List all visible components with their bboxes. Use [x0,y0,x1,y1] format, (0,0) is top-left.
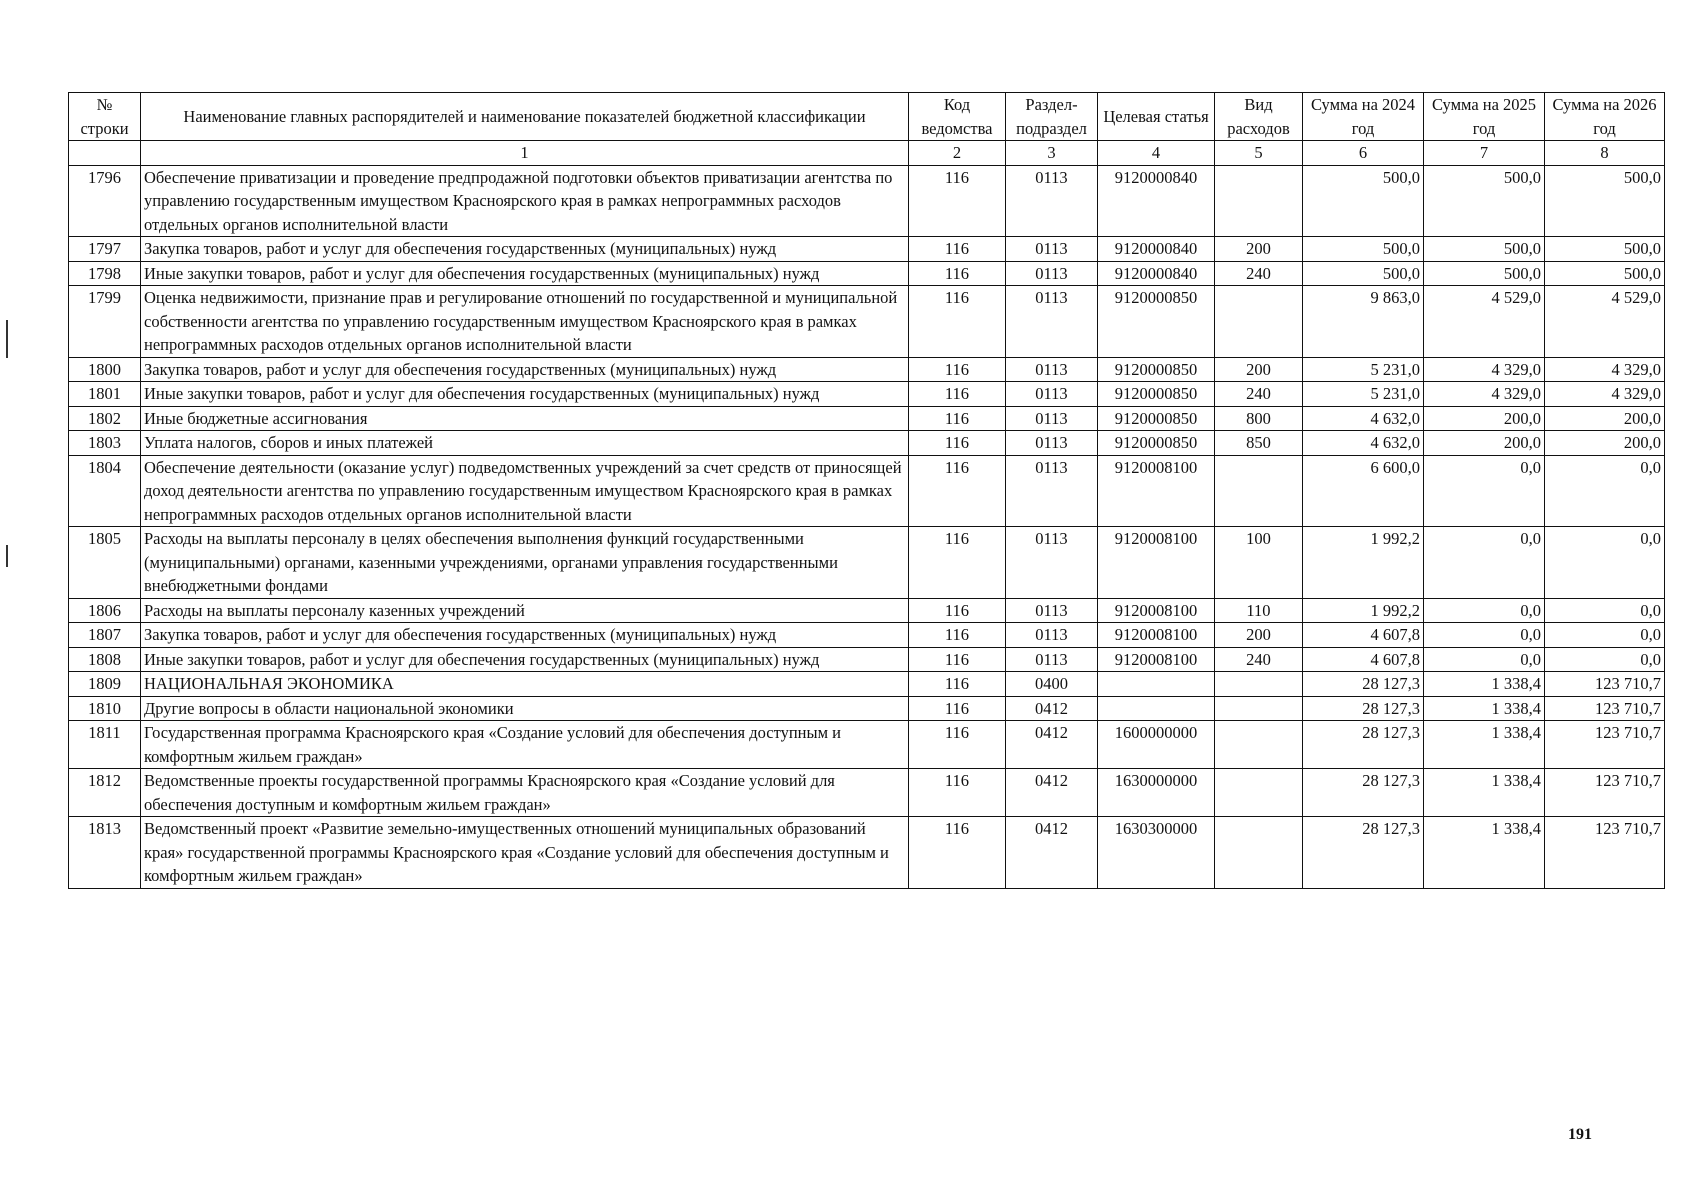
row-sum-2026: 0,0 [1545,455,1665,527]
table-row [69,165,1665,237]
row-sum-2024: 1 992,2 [1303,527,1424,599]
row-number: 1806 [69,598,141,623]
row-sum-2025: 500,0 [1424,237,1545,262]
row-name: Ведомственные проекты государственной программы Красноярского края «Создание условий для обеспечения доступным и комфортным жильем граждан» [141,769,909,817]
row-expense-type: 240 [1215,647,1303,672]
table-row [69,769,1665,817]
row-sum-2026: 123 710,7 [1545,672,1665,697]
row-department-code: 116 [909,261,1006,286]
row-target-article: 1630000000 [1098,769,1215,817]
row-expense-type [1215,721,1303,769]
row-number: 1810 [69,696,141,721]
column-number: 2 [909,141,1006,166]
row-sum-2025: 1 338,4 [1424,696,1545,721]
row-sum-2025: 0,0 [1424,623,1545,648]
row-sum-2026: 0,0 [1545,527,1665,599]
table-row [69,431,1665,456]
row-sum-2026: 4 529,0 [1545,286,1665,358]
row-name: Закупка товаров, работ и услуг для обеспечения государственных (муниципальных) нужд [141,237,909,262]
row-sum-2025: 4 329,0 [1424,357,1545,382]
row-number: 1811 [69,721,141,769]
row-expense-type [1215,286,1303,358]
table-row [69,647,1665,672]
row-sum-2026: 123 710,7 [1545,769,1665,817]
header-row-number: № строки [69,93,141,141]
row-name: НАЦИОНАЛЬНАЯ ЭКОНОМИКА [141,672,909,697]
row-section: 0113 [1006,357,1098,382]
row-name: Закупка товаров, работ и услуг для обеспечения государственных (муниципальных) нужд [141,623,909,648]
row-sum-2025: 200,0 [1424,431,1545,456]
row-expense-type: 200 [1215,237,1303,262]
row-name: Другие вопросы в области национальной экономики [141,696,909,721]
table-row [69,237,1665,262]
row-department-code: 116 [909,696,1006,721]
table-row [69,598,1665,623]
row-number: 1800 [69,357,141,382]
row-sum-2026: 0,0 [1545,623,1665,648]
row-number: 1801 [69,382,141,407]
row-target-article: 1600000000 [1098,721,1215,769]
row-target-article: 9120008100 [1098,455,1215,527]
row-sum-2026: 200,0 [1545,431,1665,456]
row-department-code: 116 [909,357,1006,382]
row-sum-2026: 123 710,7 [1545,817,1665,889]
row-sum-2024: 1 992,2 [1303,598,1424,623]
row-expense-type: 850 [1215,431,1303,456]
row-section: 0113 [1006,286,1098,358]
row-expense-type: 110 [1215,598,1303,623]
column-number: 3 [1006,141,1098,166]
table-row [69,623,1665,648]
header-name: Наименование главных распорядителей и наименование показателей бюджетной классификации [141,93,909,141]
row-sum-2025: 4 529,0 [1424,286,1545,358]
table-row [69,455,1665,527]
row-number: 1807 [69,623,141,648]
row-section: 0412 [1006,817,1098,889]
row-sum-2026: 0,0 [1545,598,1665,623]
row-target-article: 9120008100 [1098,598,1215,623]
row-department-code: 116 [909,455,1006,527]
row-department-code: 116 [909,382,1006,407]
margin-mark [6,320,8,358]
row-department-code: 116 [909,237,1006,262]
row-sum-2026: 4 329,0 [1545,357,1665,382]
row-section: 0113 [1006,261,1098,286]
row-expense-type: 200 [1215,623,1303,648]
row-expense-type [1215,696,1303,721]
row-sum-2025: 0,0 [1424,527,1545,599]
page-number: 191 [1568,1126,1592,1143]
row-sum-2025: 1 338,4 [1424,817,1545,889]
row-sum-2024: 28 127,3 [1303,769,1424,817]
row-sum-2024: 4 607,8 [1303,647,1424,672]
column-number: 6 [1303,141,1424,166]
row-sum-2024: 5 231,0 [1303,357,1424,382]
row-expense-type: 240 [1215,382,1303,407]
row-department-code: 116 [909,406,1006,431]
row-expense-type [1215,817,1303,889]
row-name: Иные бюджетные ассигнования [141,406,909,431]
row-sum-2026: 500,0 [1545,165,1665,237]
header-sum-2024: Сумма на 2024 год [1303,93,1424,141]
row-section: 0113 [1006,406,1098,431]
row-sum-2024: 500,0 [1303,237,1424,262]
row-sum-2025: 1 338,4 [1424,672,1545,697]
row-sum-2025: 500,0 [1424,165,1545,237]
column-number-row [69,141,1665,166]
row-department-code: 116 [909,165,1006,237]
row-sum-2024: 9 863,0 [1303,286,1424,358]
row-sum-2025: 1 338,4 [1424,721,1545,769]
row-section: 0400 [1006,672,1098,697]
row-name: Закупка товаров, работ и услуг для обеспечения государственных (муниципальных) нужд [141,357,909,382]
table-row [69,817,1665,889]
row-target-article: 9120000840 [1098,261,1215,286]
row-name: Расходы на выплаты персоналу в целях обеспечения выполнения функций государственными (муниципальными) органами, казенными учреждениями, органами управления государственными внебюджетными фондами [141,527,909,599]
row-sum-2025: 0,0 [1424,647,1545,672]
table-row [69,382,1665,407]
row-number: 1802 [69,406,141,431]
row-name: Уплата налогов, сборов и иных платежей [141,431,909,456]
table-row [69,527,1665,599]
header-sum-2026: Сумма на 2026 год [1545,93,1665,141]
row-target-article [1098,672,1215,697]
row-name: Государственная программа Красноярского края «Создание условий для обеспечения доступным и комфортным жильем граждан» [141,721,909,769]
row-number: 1805 [69,527,141,599]
row-department-code: 116 [909,721,1006,769]
row-sum-2024: 6 600,0 [1303,455,1424,527]
row-target-article: 9120000850 [1098,431,1215,456]
header-section: Раздел-подраздел [1006,93,1098,141]
row-sum-2026: 200,0 [1545,406,1665,431]
table-row [69,672,1665,697]
row-sum-2024: 5 231,0 [1303,382,1424,407]
row-number: 1804 [69,455,141,527]
row-sum-2024: 4 632,0 [1303,431,1424,456]
row-number: 1812 [69,769,141,817]
row-number: 1797 [69,237,141,262]
row-target-article: 1630300000 [1098,817,1215,889]
row-expense-type [1215,165,1303,237]
row-name: Обеспечение деятельности (оказание услуг) подведомственных учреждений за счет средств от приносящей доход деятельности агентства по управлению государственным имуществом Красноярского края в рамках непрограммных расходов отдельных органов исполнительной власти [141,455,909,527]
row-number: 1798 [69,261,141,286]
table-row [69,357,1665,382]
table-row [69,286,1665,358]
table-row [69,406,1665,431]
row-section: 0412 [1006,696,1098,721]
row-department-code: 116 [909,598,1006,623]
header-target-article: Целевая статья [1098,93,1215,141]
row-name: Оценка недвижимости, признание прав и регулирование отношений по государственной и муниципальной собственности агентства по управлению государственным имуществом Красноярского края в рамках непрограммных расходов отдельных органов исполнительной власти [141,286,909,358]
table-row [69,696,1665,721]
row-section: 0412 [1006,769,1098,817]
row-target-article: 9120008100 [1098,647,1215,672]
row-sum-2026: 4 329,0 [1545,382,1665,407]
row-sum-2024: 4 632,0 [1303,406,1424,431]
row-number: 1796 [69,165,141,237]
row-target-article: 9120000840 [1098,165,1215,237]
row-section: 0113 [1006,527,1098,599]
row-expense-type: 240 [1215,261,1303,286]
row-name: Ведомственный проект «Развитие земельно-имущественных отношений муниципальных образований края» государственной программы Красноярского края «Создание условий для обеспечения доступным и комфортным жильем граждан» [141,817,909,889]
row-sum-2026: 123 710,7 [1545,721,1665,769]
row-name: Иные закупки товаров, работ и услуг для обеспечения государственных (муниципальных) нужд [141,382,909,407]
row-department-code: 116 [909,817,1006,889]
header-sum-2025: Сумма на 2025 год [1424,93,1545,141]
row-number: 1799 [69,286,141,358]
column-number: 4 [1098,141,1215,166]
column-number: 7 [1424,141,1545,166]
row-section: 0113 [1006,598,1098,623]
row-section: 0412 [1006,721,1098,769]
row-sum-2024: 4 607,8 [1303,623,1424,648]
row-department-code: 116 [909,672,1006,697]
table-body [69,165,1665,888]
row-department-code: 116 [909,527,1006,599]
row-sum-2025: 0,0 [1424,455,1545,527]
row-section: 0113 [1006,647,1098,672]
row-sum-2026: 500,0 [1545,237,1665,262]
row-section: 0113 [1006,455,1098,527]
row-sum-2024: 28 127,3 [1303,721,1424,769]
row-number: 1803 [69,431,141,456]
row-department-code: 116 [909,623,1006,648]
row-section: 0113 [1006,431,1098,456]
row-expense-type [1215,455,1303,527]
row-target-article: 9120000840 [1098,237,1215,262]
row-target-article: 9120000850 [1098,406,1215,431]
row-target-article [1098,696,1215,721]
column-number: 5 [1215,141,1303,166]
row-expense-type: 800 [1215,406,1303,431]
row-expense-type [1215,769,1303,817]
row-section: 0113 [1006,382,1098,407]
row-department-code: 116 [909,431,1006,456]
row-sum-2025: 500,0 [1424,261,1545,286]
row-target-article: 9120000850 [1098,286,1215,358]
row-name: Обеспечение приватизации и проведение предпродажной подготовки объектов приватизации агентства по управлению государственным имуществом Красноярского края в рамках непрограммных расходов отдельных органов исполнительной власти [141,165,909,237]
header-expense-type: Вид расходов [1215,93,1303,141]
row-department-code: 116 [909,647,1006,672]
row-sum-2024: 500,0 [1303,165,1424,237]
row-expense-type: 100 [1215,527,1303,599]
row-section: 0113 [1006,165,1098,237]
row-target-article: 9120008100 [1098,527,1215,599]
row-department-code: 116 [909,769,1006,817]
row-sum-2024: 28 127,3 [1303,672,1424,697]
row-name: Расходы на выплаты персоналу казенных учреждений [141,598,909,623]
row-target-article: 9120008100 [1098,623,1215,648]
margin-mark [6,545,8,567]
row-sum-2024: 28 127,3 [1303,817,1424,889]
row-name: Иные закупки товаров, работ и услуг для обеспечения государственных (муниципальных) нужд [141,261,909,286]
table-row [69,261,1665,286]
row-number: 1813 [69,817,141,889]
row-target-article: 9120000850 [1098,357,1215,382]
row-sum-2025: 4 329,0 [1424,382,1545,407]
row-sum-2025: 1 338,4 [1424,769,1545,817]
header-department-code: Код ведомства [909,93,1006,141]
table-row [69,721,1665,769]
column-number-blank [69,141,141,166]
row-expense-type: 200 [1215,357,1303,382]
row-sum-2026: 500,0 [1545,261,1665,286]
row-sum-2025: 200,0 [1424,406,1545,431]
row-sum-2025: 0,0 [1424,598,1545,623]
row-number: 1809 [69,672,141,697]
budget-table [68,92,1665,889]
row-section: 0113 [1006,623,1098,648]
row-target-article: 9120000850 [1098,382,1215,407]
row-sum-2026: 123 710,7 [1545,696,1665,721]
row-department-code: 116 [909,286,1006,358]
row-number: 1808 [69,647,141,672]
row-sum-2024: 500,0 [1303,261,1424,286]
row-sum-2024: 28 127,3 [1303,696,1424,721]
row-section: 0113 [1006,237,1098,262]
row-name: Иные закупки товаров, работ и услуг для обеспечения государственных (муниципальных) нужд [141,647,909,672]
column-number: 1 [141,141,909,166]
row-expense-type [1215,672,1303,697]
column-number: 8 [1545,141,1665,166]
row-sum-2026: 0,0 [1545,647,1665,672]
table-header [69,93,1665,166]
